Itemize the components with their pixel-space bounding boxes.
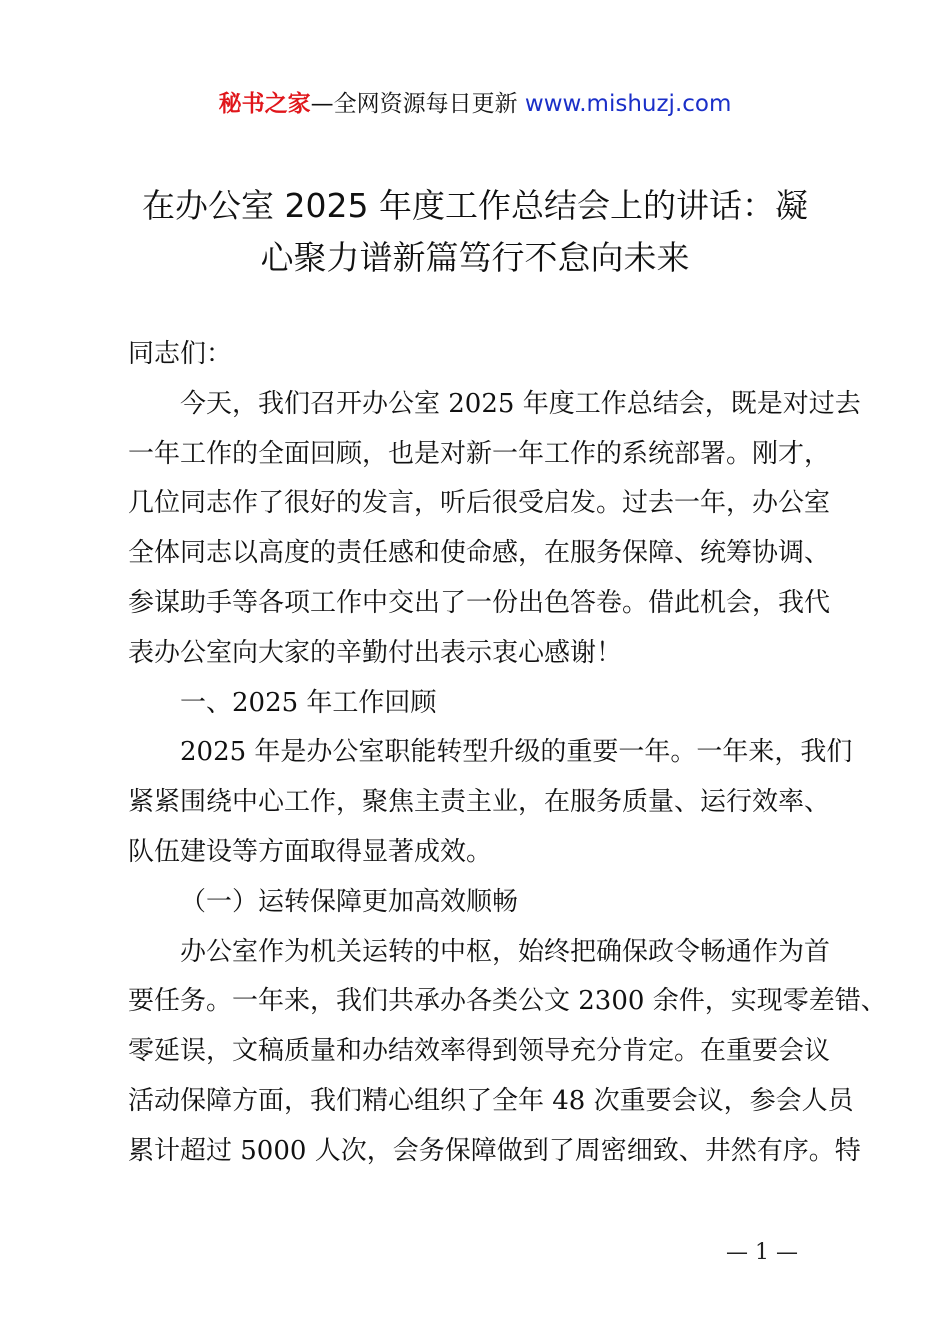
site-name: 秘书之家 xyxy=(218,91,311,117)
paragraph-line: 一年工作的全面回顾，也是对新一年工作的系统部署。刚才， xyxy=(128,438,831,469)
paragraph-line: 活动保障方面，我们精心组织了全年 48 次重要会议，参会人员 xyxy=(128,1085,854,1116)
document-body xyxy=(128,330,887,1177)
title-line: 心聚力谱新篇笃行不怠向未来 xyxy=(260,238,690,277)
paragraph-line: 累计超过 5000 人次，会务保障做到了周密细致、井然有序。特 xyxy=(128,1135,861,1166)
page-number: — 1 — xyxy=(726,1240,798,1265)
title-line: 在办公室 2025 年度工作总结会上的讲话：凝 xyxy=(142,186,808,225)
paragraph-line: 零延误，文稿质量和办结效率得到领导充分肯定。在重要会议 xyxy=(128,1036,831,1067)
paragraph-line: 紧紧围绕中心工作，聚焦主责主业，在服务质量、运行效率、 xyxy=(128,787,831,818)
site-tagline: —全网资源每日更新 xyxy=(310,91,525,117)
site-header xyxy=(0,88,950,120)
paragraph-line: 办公室作为机关运转的中枢，始终把确保政令畅通作为首 xyxy=(180,936,831,967)
paragraph-line: 要任务。一年来，我们共承办各类公文 2300 余件，实现零差错、 xyxy=(128,986,887,1017)
paragraph-line: 2025 年是办公室职能转型升级的重要一年。一年来，我们 xyxy=(180,737,853,768)
paragraph-line: 几位同志作了很好的发言，听后很受启发。过去一年，办公室 xyxy=(128,488,831,519)
paragraph-line: 参谋助手等各项工作中交出了一份出色答卷。借此机会，我代 xyxy=(128,587,831,618)
paragraph-line: 队伍建设等方面取得显著成效。 xyxy=(128,836,493,867)
salutation: 同志们： xyxy=(128,339,233,369)
paragraph-line: 全体同志以高度的责任感和使命感，在服务保障、统筹协调、 xyxy=(128,538,831,569)
section-heading: 一、2025 年工作回顾 xyxy=(180,687,437,718)
site-url-link[interactable]: www.mishuzj.com xyxy=(524,91,732,117)
subsection-heading: （一）运转保障更加高效顺畅 xyxy=(180,886,519,917)
paragraph-line: 今天，我们召开办公室 2025 年度工作总结会，既是对过去 xyxy=(180,388,861,419)
paragraph-line: 表办公室向大家的辛勤付出表示衷心感谢！ xyxy=(128,637,623,668)
document-title xyxy=(120,180,830,284)
